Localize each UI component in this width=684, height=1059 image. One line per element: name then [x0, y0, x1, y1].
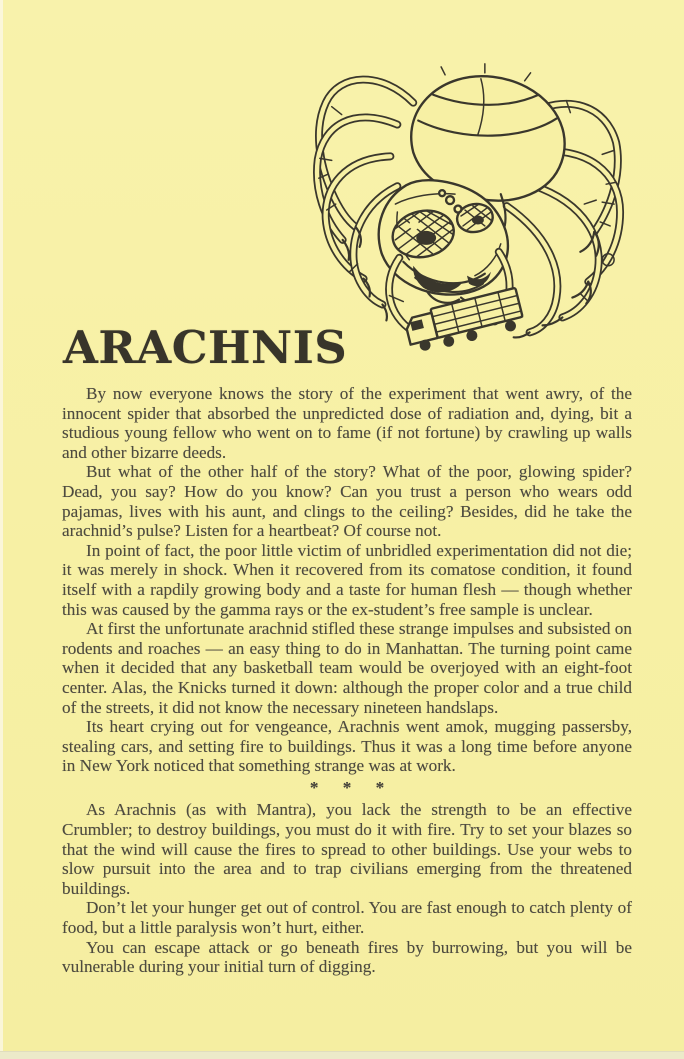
truck-in-mandibles: [403, 288, 525, 356]
scan-edge-bottom: [0, 1051, 684, 1059]
story-paragraph-4: At first the unfortunate arachnid stifled these strange impulses and subsisted on rodents and roaches — an easy thing to do in Manhattan. The turning point came when it decided that any basketball team would be overjoyed with an eight-foot center. Alas, the Knicks turned it down: although the proper color and a true child of the streets, it did not know the necessary nineteen handslaps.: [62, 619, 632, 717]
scan-edge-left: [0, 0, 3, 1059]
story-paragraph-5: Its heart crying out for vengeance, Arachnis went amok, mugging passersby, stealing cars, and setting fire to buildings. Thus it was a long time before anyone in New York noticed that something strange was at work.: [62, 717, 632, 776]
strategy-paragraph-1: As Arachnis (as with Mantra), you lack the strength to be an effective Crumbler; to destroy buildings, you must do it with fire. Try to set your blazes so that the wind will cause the fires to spread to other buildings. Use your webs to slow pursuit into the area and to trap civilians emerging from the threatened buildings.: [62, 800, 632, 898]
section-divider: * * *: [309, 777, 395, 797]
page-title: ARACHNIS: [63, 321, 348, 374]
story-paragraph-2: But what of the other half of the story? What of the poor, glowing spider? Dead, you say? How do you know? Can you trust a person who wears odd pajamas, lives with his aunt, and clings to the ceiling? Besides, did he take the arachnid’s pulse? Listen for a heartbeat? Of course not.: [62, 462, 632, 541]
story-paragraph-3: In point of fact, the poor little victim of unbridled experimentation did not die; it was merely in shock. When it recovered from its comatose condition, it found itself with a rapdily growing body and a taste for human flesh — though whether this was caused by the gamma rays or the ex-student’s free sample is unclear.: [62, 540, 632, 619]
body-text: [62, 384, 632, 977]
story-paragraph-1: By now everyone knows the story of the experiment that went awry, of the innocent spider that absorbed the unpredicted dose of radiation and, dying, bit a studious young fellow who went on to fame (if not fortune) by crawling up walls and other bizarre deeds.: [62, 384, 632, 462]
strategy-paragraph-3: You can escape attack or go beneath fires by burrowing, but you will be vulnerable during your initial turn of digging.: [62, 937, 632, 977]
strategy-paragraph-2: Don’t let your hunger get out of control. You are fast enough to catch plenty of food, but a little paralysis won’t hurt, either.: [62, 898, 632, 938]
